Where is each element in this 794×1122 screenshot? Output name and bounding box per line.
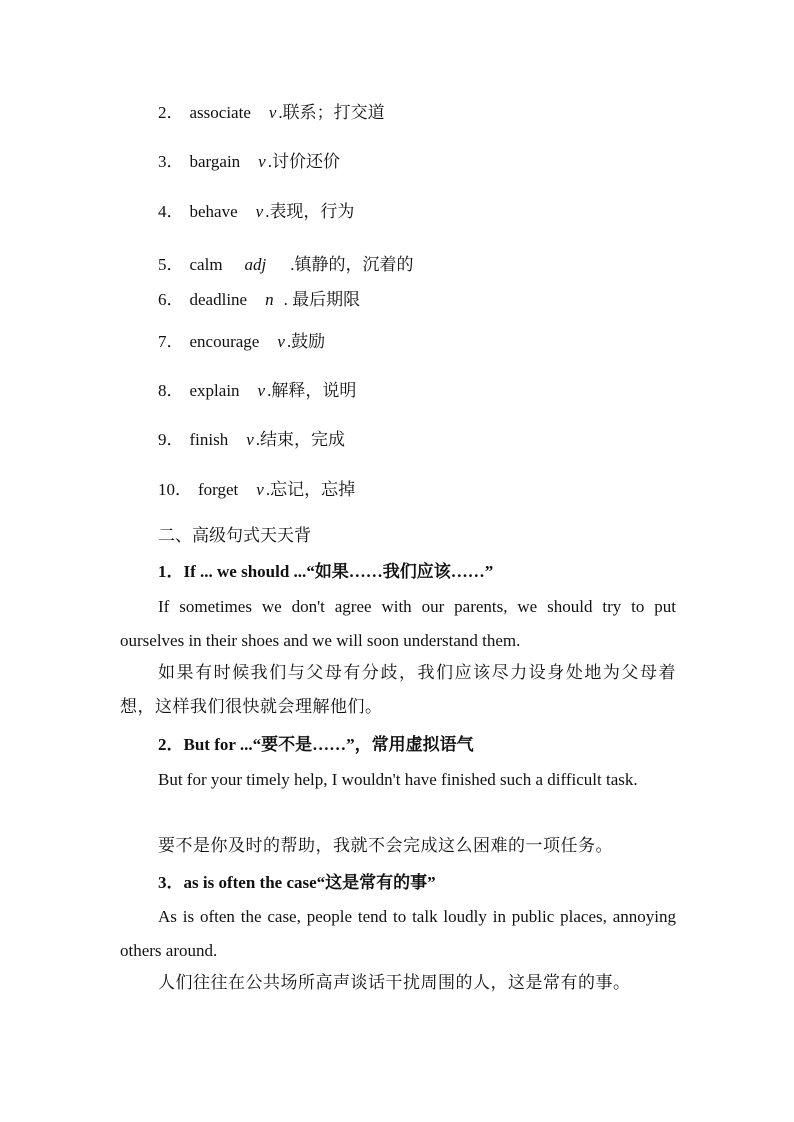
vocab-pos: v: [258, 152, 266, 171]
vocab-number: 5．: [158, 255, 184, 274]
vocab-pos: n: [265, 290, 274, 309]
vocab-item: [158, 331, 325, 353]
pattern-chinese: “这是常有的事”: [316, 873, 436, 892]
pattern-chinese: “如果……我们应该……”: [306, 562, 494, 581]
vocab-word: associate: [189, 103, 251, 122]
vocab-item: [158, 429, 345, 451]
vocab-pos: v: [246, 430, 254, 449]
vocab-pos: v: [257, 381, 266, 400]
vocab-item: [158, 254, 414, 276]
pattern-english: 3．as is often the case: [158, 873, 317, 892]
vocab-number: 4．: [158, 202, 184, 221]
vocab-pos: v: [256, 480, 264, 499]
vocab-definition: . 最后期限: [283, 290, 361, 309]
example-english: But for your timely help, I wouldn't have finished such a difficult task.: [158, 770, 638, 789]
sentence-pattern-title: [158, 734, 474, 756]
sentence-pattern-title: [158, 872, 436, 894]
vocab-pos: v: [255, 202, 264, 221]
example-chinese: 如果有时候我们与父母有分歧，我们应该尽力设身处地为父母着想，这样我们很快就会理解他们。: [120, 663, 676, 716]
vocab-number: 3．: [158, 152, 184, 171]
vocab-item: [158, 380, 356, 402]
vocab-number: 6．: [158, 290, 184, 309]
vocab-word: forget: [198, 480, 239, 499]
pattern-english: 1．If ... we should ...: [158, 562, 307, 581]
vocab-definition: .讨价还价: [267, 152, 340, 171]
vocab-item: [158, 201, 354, 223]
vocab-word: deadline: [189, 290, 248, 309]
vocab-item: [158, 151, 340, 173]
vocab-word: encourage: [189, 332, 260, 351]
vocab-definition: .表现，行为: [265, 202, 355, 221]
vocab-definition: .镇静的，沉着的: [290, 255, 414, 274]
vocab-pos: v: [268, 103, 277, 122]
pattern-chinese: “要不是……”，常用虚拟语气: [252, 735, 474, 754]
vocab-number: 9．: [158, 430, 184, 449]
vocab-item: [158, 289, 360, 311]
vocab-item: [158, 479, 355, 501]
vocab-item: [158, 102, 385, 124]
vocab-number: 7．: [158, 332, 184, 351]
vocab-pos: v: [277, 332, 285, 351]
vocab-definition: .联系；打交道: [278, 103, 385, 122]
vocab-word: explain: [189, 381, 240, 400]
vocab-definition: .结束，完成: [255, 430, 346, 449]
vocab-number: 8．: [158, 381, 184, 400]
vocab-definition: .鼓励: [286, 332, 326, 351]
vocab-word: behave: [189, 202, 238, 221]
vocab-word: bargain: [189, 152, 241, 171]
pattern-english: 2．But for ...: [158, 735, 253, 754]
example-english: As is often the case, people tend to talk loudly in public places, annoying others around.: [120, 907, 676, 960]
example-chinese: 人们往往在公共场所高声谈话干扰周围的人，这是常有的事。: [158, 973, 631, 992]
sentence-pattern-title: [158, 561, 493, 583]
vocab-definition: .忘记，忘掉: [265, 480, 356, 499]
example-chinese: 要不是你及时的帮助，我就不会完成这么困难的一项任务。: [158, 836, 613, 855]
example-english: If sometimes we don't agree with our parents, we should try to put ourselves in their shoes and we will soon understand them.: [120, 597, 676, 650]
section-heading: 二、高级句式天天背: [158, 526, 311, 545]
vocab-definition: .解释，说明: [267, 381, 357, 400]
vocab-word: calm: [189, 255, 223, 274]
vocab-number: 10．: [158, 480, 192, 499]
vocab-pos: adj: [244, 255, 267, 274]
vocab-word: finish: [189, 430, 229, 449]
vocab-number: 2．: [158, 103, 184, 122]
